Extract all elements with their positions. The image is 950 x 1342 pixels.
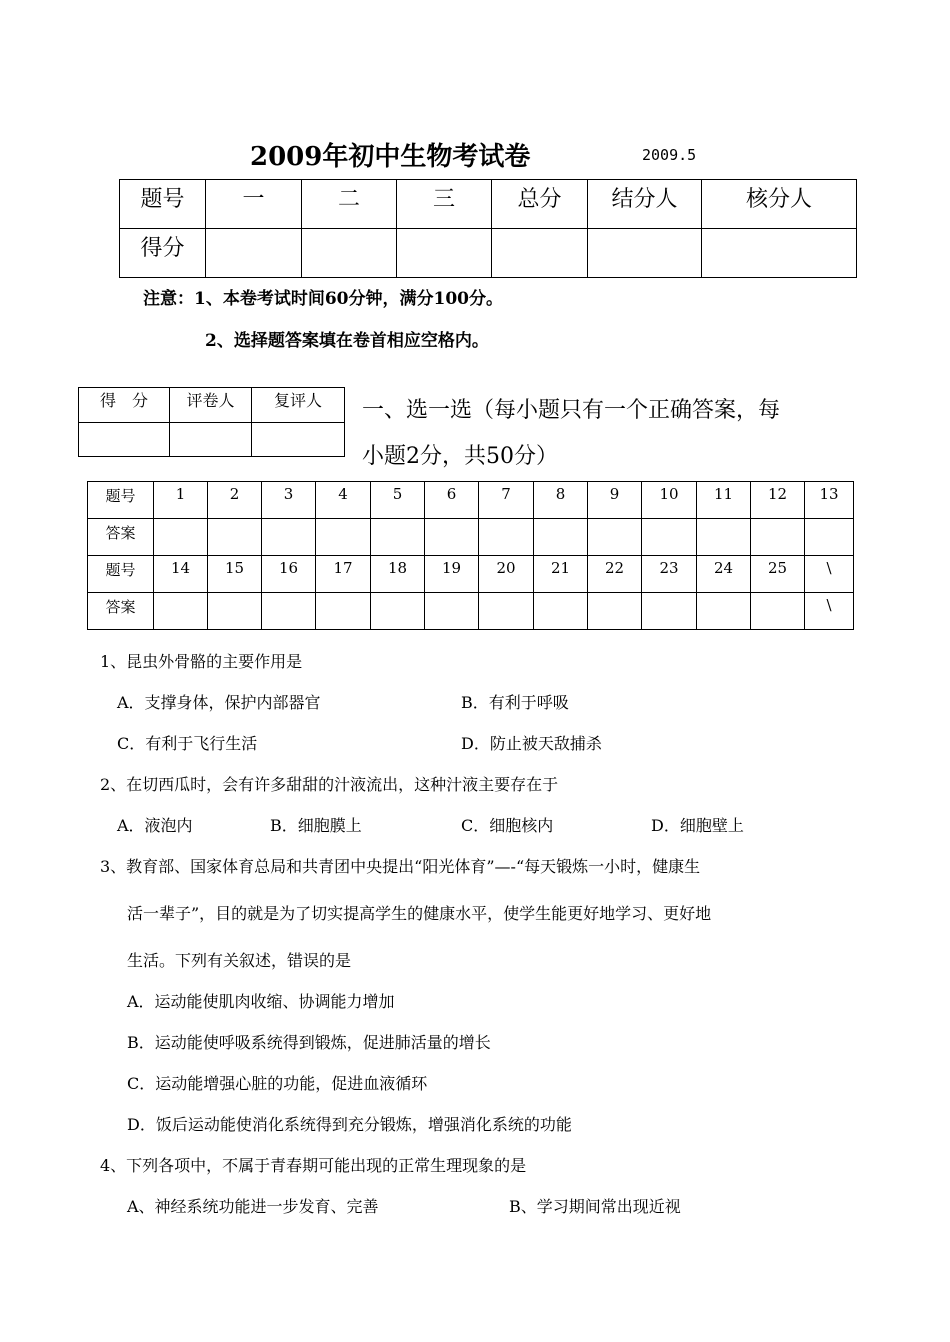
question-1-option-c: C．有利于飞行生活	[117, 734, 258, 753]
answer-entry-cell[interactable]	[316, 593, 371, 630]
answer-table	[87, 481, 854, 630]
question-number-cell: 12	[751, 482, 805, 519]
notice-line-2: 2、选择题答案填在卷首相应空格内。	[205, 331, 489, 351]
answer-entry-cell[interactable]	[479, 593, 534, 630]
question-number-cell: 10	[642, 482, 697, 519]
answer-entry-cell[interactable]	[751, 593, 805, 630]
question-3-option-c: C．运动能增强心脏的功能，促进血液循环	[127, 1074, 428, 1093]
answer-row-label: 题号	[88, 556, 154, 593]
question-1-option-d: D．防止被天敌捕杀	[461, 734, 602, 753]
answer-row-label: 答案	[88, 593, 154, 630]
question-number-cell: 7	[479, 482, 534, 519]
question-2-option-a: A．液泡内	[117, 816, 193, 835]
question-number-cell: 4	[316, 482, 371, 519]
grader-header-cell: 评卷人	[170, 388, 252, 423]
answer-number-row	[88, 482, 854, 519]
question-3-stem-line-1: 3、教育部、国家体育总局和共青团中央提出“阳光体育”—-“每天锻炼一小时，健康生	[100, 857, 701, 876]
answer-row-label: 题号	[88, 482, 154, 519]
question-number-cell: 3	[262, 482, 316, 519]
question-4-option-a: A、神经系统功能进一步发育、完善	[127, 1197, 379, 1216]
question-3-option-d: D．饭后运动能使消化系统得到充分锻炼，增强消化系统的功能	[127, 1115, 572, 1134]
answer-number-row	[88, 556, 854, 593]
question-number-cell: 20	[479, 556, 534, 593]
score-header-cell: 总分	[492, 180, 588, 229]
grader-header-cell: 得 分	[79, 388, 170, 423]
question-number-cell: 16	[262, 556, 316, 593]
answer-entry-row	[88, 519, 854, 556]
answer-entry-cell[interactable]	[697, 593, 751, 630]
question-1-option-b: B．有利于呼吸	[461, 693, 569, 712]
answer-entry-cell[interactable]	[154, 519, 208, 556]
question-number-cell: 6	[425, 482, 479, 519]
score-header-cell: 核分人	[702, 180, 857, 229]
question-4-option-b: B、学习期间常出现近视	[509, 1197, 681, 1216]
score-entry-cell[interactable]	[302, 229, 397, 278]
score-entry-cell[interactable]	[492, 229, 588, 278]
question-number-cell: 1	[154, 482, 208, 519]
answer-entry-cell[interactable]	[751, 519, 805, 556]
question-3-stem-line-2: 活一辈子”，目的就是为了切实提高学生的健康水平，使学生能更好地学习、更好地	[127, 904, 712, 923]
answer-entry-cell[interactable]	[534, 593, 588, 630]
answer-entry-cell[interactable]	[208, 593, 262, 630]
question-number-cell: 21	[534, 556, 588, 593]
answer-entry-cell[interactable]	[588, 593, 642, 630]
score-row-label: 得分	[120, 229, 206, 278]
answer-row-label: 答案	[88, 519, 154, 556]
question-number-cell: 22	[588, 556, 642, 593]
answer-entry-cell[interactable]	[154, 593, 208, 630]
notice-line-1: 注意：1、本卷考试时间60分钟，满分100分。	[143, 289, 503, 309]
question-2-option-c: C．细胞核内	[461, 816, 554, 835]
answer-entry-cell[interactable]	[642, 519, 697, 556]
answer-entry-cell[interactable]	[805, 519, 854, 556]
score-header-cell: 题号	[120, 180, 206, 229]
unused-slash-cell: \	[805, 556, 854, 593]
score-header-cell: 二	[302, 180, 397, 229]
answer-entry-cell[interactable]	[316, 519, 371, 556]
question-2-option-b: B．细胞膜上	[270, 816, 362, 835]
question-number-cell: 8	[534, 482, 588, 519]
answer-entry-cell[interactable]	[262, 519, 316, 556]
answer-entry-cell[interactable]	[208, 519, 262, 556]
question-number-cell: 18	[371, 556, 425, 593]
grader-entry-cell[interactable]	[252, 423, 345, 457]
question-number-cell: 9	[588, 482, 642, 519]
grader-header-row	[79, 388, 345, 423]
answer-entry-cell[interactable]	[642, 593, 697, 630]
section-1-heading	[362, 388, 862, 480]
grader-entry-cell[interactable]	[170, 423, 252, 457]
score-entry-cell[interactable]	[702, 229, 857, 278]
answer-entry-cell[interactable]	[479, 519, 534, 556]
score-entry-cell[interactable]	[397, 229, 492, 278]
question-3-stem-line-3: 生活。下列有关叙述，错误的是	[127, 951, 352, 970]
question-4-stem: 4、下列各项中，不属于青春期可能出现的正常生理现象的是	[100, 1156, 527, 1175]
answer-entry-cell[interactable]	[262, 593, 316, 630]
score-entry-cell[interactable]	[206, 229, 302, 278]
question-2-option-d: D．细胞壁上	[651, 816, 744, 835]
grader-table	[78, 387, 345, 457]
exam-date: 2009.5	[642, 146, 697, 164]
question-number-cell: 23	[642, 556, 697, 593]
answer-entry-cell[interactable]	[425, 519, 479, 556]
question-2-stem: 2、在切西瓜时，会有许多甜甜的汁液流出，这种汁液主要存在于	[100, 775, 559, 794]
score-header-cell: 结分人	[588, 180, 702, 229]
question-number-cell: 25	[751, 556, 805, 593]
answer-entry-row	[88, 593, 854, 630]
answer-entry-cell[interactable]	[371, 593, 425, 630]
question-number-cell: 19	[425, 556, 479, 593]
section-1-heading-line-2: 小题2分，共50分）	[362, 444, 558, 469]
score-table-header-row	[120, 180, 857, 229]
question-3-option-b: B．运动能使呼吸系统得到锻炼，促进肺活量的增长	[127, 1033, 491, 1052]
grader-entry-cell[interactable]	[79, 423, 170, 457]
score-header-cell: 三	[397, 180, 492, 229]
answer-entry-cell[interactable]	[371, 519, 425, 556]
question-1-option-a: A．支撑身体，保护内部器官	[117, 693, 321, 712]
answer-entry-cell[interactable]	[534, 519, 588, 556]
score-header-cell: 一	[206, 180, 302, 229]
question-number-cell: 2	[208, 482, 262, 519]
score-table-score-row	[120, 229, 857, 278]
grader-header-cell: 复评人	[252, 388, 345, 423]
question-number-cell: 17	[316, 556, 371, 593]
answer-entry-cell[interactable]	[697, 519, 751, 556]
unused-slash-cell: \	[805, 593, 854, 630]
answer-entry-cell[interactable]	[425, 593, 479, 630]
question-1-stem: 1、昆虫外骨骼的主要作用是	[100, 652, 303, 671]
question-number-cell: 5	[371, 482, 425, 519]
exam-title: 2009年初中生物考试卷	[250, 142, 531, 172]
score-table	[119, 179, 857, 278]
question-number-cell: 11	[697, 482, 751, 519]
question-number-cell: 24	[697, 556, 751, 593]
grader-entry-row	[79, 423, 345, 457]
section-1-heading-line-1: 一、选一选（每小题只有一个正确答案，每	[362, 398, 781, 423]
question-number-cell: 13	[805, 482, 854, 519]
score-entry-cell[interactable]	[588, 229, 702, 278]
question-number-cell: 15	[208, 556, 262, 593]
question-number-cell: 14	[154, 556, 208, 593]
question-3-option-a: A．运动能使肌肉收缩、协调能力增加	[127, 992, 395, 1011]
answer-entry-cell[interactable]	[588, 519, 642, 556]
